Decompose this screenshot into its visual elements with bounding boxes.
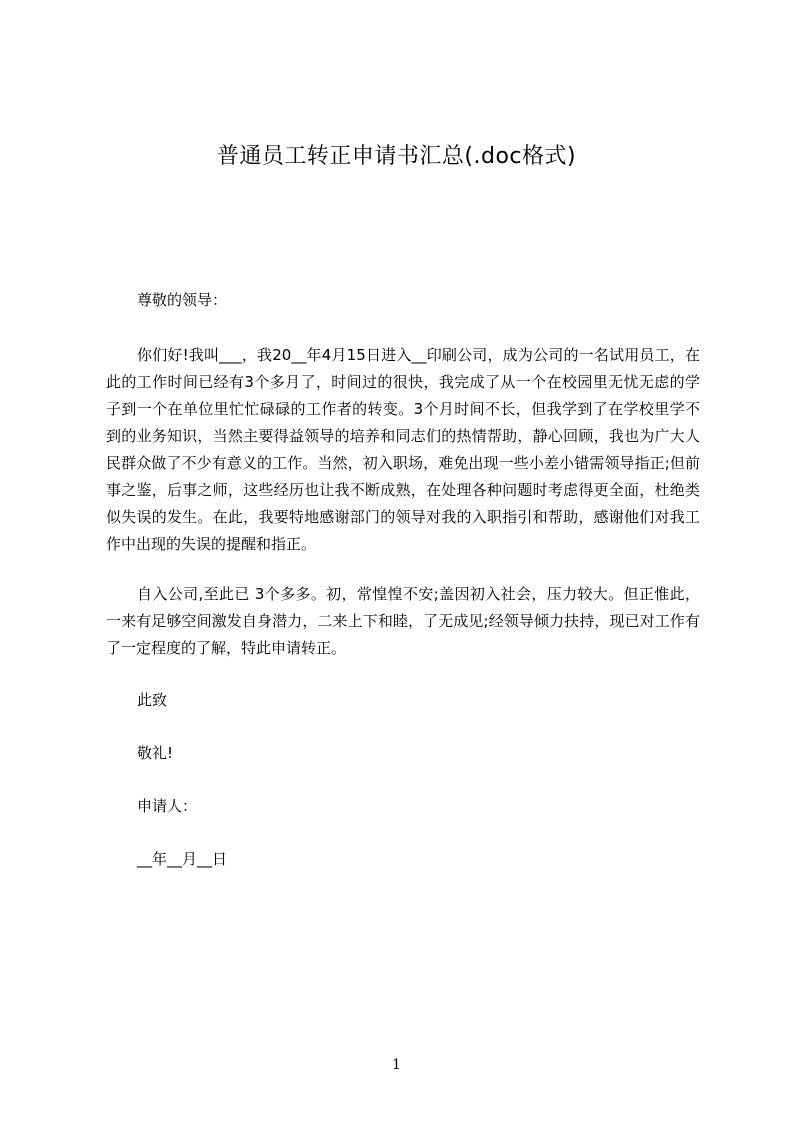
document-title: 普通员工转正申请书汇总(.doc格式) (216, 144, 577, 169)
regards-line: 敬礼! (137, 744, 174, 762)
date-line: __年__月__日 (137, 850, 228, 868)
closing-line: 此致 (137, 691, 168, 709)
page-number: 1 (392, 1057, 401, 1073)
body-paragraph-1: 你们好!我叫___，我20__年4月15日进入__印刷公司，成为公司的一名试用员工，在此的工作时间已经有3个多月了，时间过的很快，我完成了从一个在校园里无忧无虑的学子到一个在单位里忙忙碌碌的工作者的转变。3个月时间不长，但我学到了在学校里学不到的业务知识，当然主要得益领导的培养和同志们的热情帮助，静心回顾，我也为广大人民群众做了不少有意义的工作。当然，初入职场，难免出现一些小差小错需领导指正;但前事之鉴，后事之师，这些经历也让我不断成熟，在处理各种问题时考虑得更全面，杜绝类似失误的发生。在此，我要特地感谢部门的领导对我的入职指引和帮助，感谢他们对我工作中出现的失误的提醒和指正。 (106, 346, 700, 553)
body-paragraph-2: 自入公司,至此已 3个多多。初，常惶惶不安;盖因初入社会，压力较大。但正惟此，一来有足够空间激发自身潜力，二来上下和睦，了无成见;经领导倾力扶持，现已对工作有了一定程度的了解，特此申请转正。 (106, 585, 700, 657)
applicant-label: 申请人： (137, 797, 198, 815)
salutation: 尊敬的领导： (137, 291, 228, 309)
